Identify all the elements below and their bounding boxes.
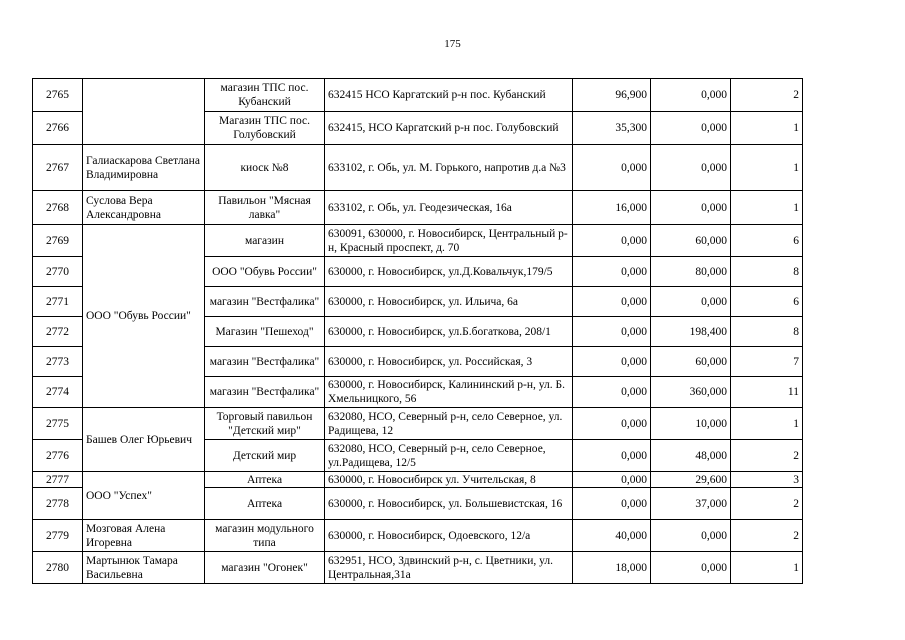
outlet-type: ООО "Обувь России"	[205, 257, 325, 287]
owner-cell	[83, 79, 205, 145]
value-col-2: 29,600	[651, 472, 731, 488]
value-col-1: 35,300	[573, 112, 651, 145]
owner-cell: Галиаскарова Светлана Владимировна	[83, 145, 205, 191]
value-col-2: 0,000	[651, 191, 731, 225]
outlet-type: магазин "Вестфалика"	[205, 287, 325, 317]
outlet-address: 630091, 630000, г. Новосибирск, Центральный р-н, Красный проспект, д. 70	[325, 225, 573, 257]
outlet-address: 632415, НСО Каргатский р-н пос. Голубовский	[325, 112, 573, 145]
value-col-3: 7	[731, 347, 803, 377]
value-col-2: 0,000	[651, 112, 731, 145]
outlet-address: 632951, НСО, Здвинский р-н, с. Цветники, ул. Центральная,31а	[325, 552, 573, 584]
outlet-type: магазин "Огонек"	[205, 552, 325, 584]
outlet-type: магазин "Вестфалика"	[205, 377, 325, 408]
value-col-1: 0,000	[573, 408, 651, 440]
outlet-address: 630000, г. Новосибирск, Калининский р-н, ул. Б. Хмельницкого, 56	[325, 377, 573, 408]
value-col-1: 96,900	[573, 79, 651, 112]
outlet-address: 630000, г. Новосибирск, Одоевского, 12/а	[325, 520, 573, 552]
outlet-address: 630000, г. Новосибирск, ул. Ильича, 6а	[325, 287, 573, 317]
value-col-2: 60,000	[651, 347, 731, 377]
outlet-type: Магазин "Пешеход"	[205, 317, 325, 347]
outlet-type: Аптека	[205, 472, 325, 488]
row-number: 2773	[33, 347, 83, 377]
outlet-address: 632080, НСО, Северный р-н, село Северное, ул. Радищева, 12	[325, 408, 573, 440]
value-col-1: 0,000	[573, 440, 651, 472]
value-col-3: 8	[731, 257, 803, 287]
value-col-3: 2	[731, 520, 803, 552]
table-row	[33, 191, 803, 225]
value-col-2: 0,000	[651, 552, 731, 584]
value-col-1: 0,000	[573, 377, 651, 408]
row-number: 2777	[33, 472, 83, 488]
table-row	[33, 225, 803, 257]
outlet-type: Торговый павильон "Детский мир"	[205, 408, 325, 440]
value-col-2: 10,000	[651, 408, 731, 440]
outlet-type: Детский мир	[205, 440, 325, 472]
table-row	[33, 472, 803, 488]
row-number: 2768	[33, 191, 83, 225]
row-number: 2765	[33, 79, 83, 112]
value-col-1: 18,000	[573, 552, 651, 584]
value-col-3: 1	[731, 408, 803, 440]
outlet-address: 633102, г. Обь, ул. М. Горького, напротив д.а №3	[325, 145, 573, 191]
value-col-3: 11	[731, 377, 803, 408]
value-col-2: 37,000	[651, 488, 731, 520]
outlet-type: Аптека	[205, 488, 325, 520]
value-col-3: 1	[731, 112, 803, 145]
outlet-address: 630000, г. Новосибирск, ул. Большевистская, 16	[325, 488, 573, 520]
owner-cell: Суслова Вера Александровна	[83, 191, 205, 225]
outlet-type: магазин	[205, 225, 325, 257]
value-col-1: 0,000	[573, 347, 651, 377]
table-row	[33, 145, 803, 191]
value-col-1: 0,000	[573, 287, 651, 317]
value-col-2: 0,000	[651, 287, 731, 317]
row-number: 2780	[33, 552, 83, 584]
table-row	[33, 408, 803, 440]
row-number: 2778	[33, 488, 83, 520]
value-col-3: 6	[731, 287, 803, 317]
outlet-type: Павильон "Мясная лавка"	[205, 191, 325, 225]
value-col-2: 80,000	[651, 257, 731, 287]
row-number: 2769	[33, 225, 83, 257]
row-number: 2774	[33, 377, 83, 408]
value-col-3: 1	[731, 145, 803, 191]
row-number: 2766	[33, 112, 83, 145]
outlet-address: 632415 НСО Каргатский р-н пос. Кубанский	[325, 79, 573, 112]
row-number: 2772	[33, 317, 83, 347]
value-col-1: 0,000	[573, 145, 651, 191]
row-number: 2775	[33, 408, 83, 440]
outlet-address: 632080, НСО, Северный р-н, село Северное, ул.Радищева, 12/5	[325, 440, 573, 472]
row-number: 2767	[33, 145, 83, 191]
table-row	[33, 79, 803, 112]
value-col-3: 2	[731, 440, 803, 472]
value-col-1: 0,000	[573, 225, 651, 257]
outlet-type: Магазин ТПС пос. Голубовский	[205, 112, 325, 145]
value-col-2: 48,000	[651, 440, 731, 472]
outlet-address: 630000, г. Новосибирск, ул.Б.богаткова, 208/1	[325, 317, 573, 347]
page-number: 175	[444, 38, 461, 50]
value-col-1: 0,000	[573, 317, 651, 347]
value-col-1: 0,000	[573, 488, 651, 520]
value-col-3: 2	[731, 488, 803, 520]
outlet-address: 630000, г. Новосибирск, ул. Российская, 3	[325, 347, 573, 377]
table-row	[33, 552, 803, 584]
row-number: 2770	[33, 257, 83, 287]
outlet-type: магазин ТПС пос. Кубанский	[205, 79, 325, 112]
value-col-3: 2	[731, 79, 803, 112]
value-col-3: 1	[731, 552, 803, 584]
row-number: 2776	[33, 440, 83, 472]
value-col-2: 60,000	[651, 225, 731, 257]
value-col-3: 3	[731, 472, 803, 488]
owner-cell: Мозговая Алена Игоревна	[83, 520, 205, 552]
outlet-address: 630000, г. Новосибирск, ул.Д.Ковальчук,179/5	[325, 257, 573, 287]
value-col-2: 360,000	[651, 377, 731, 408]
owner-cell: ООО "Успех"	[83, 472, 205, 520]
value-col-2: 0,000	[651, 79, 731, 112]
outlet-address: 630000, г. Новосибирск ул. Учительская, 8	[325, 472, 573, 488]
value-col-1: 0,000	[573, 472, 651, 488]
registry-table	[32, 78, 803, 584]
outlet-type: магазин "Вестфалика"	[205, 347, 325, 377]
value-col-2: 0,000	[651, 520, 731, 552]
owner-cell: Мартынюк Тамара Васильевна	[83, 552, 205, 584]
outlet-type: магазин модульного типа	[205, 520, 325, 552]
value-col-3: 6	[731, 225, 803, 257]
value-col-3: 8	[731, 317, 803, 347]
value-col-1: 40,000	[573, 520, 651, 552]
value-col-2: 198,400	[651, 317, 731, 347]
value-col-1: 0,000	[573, 257, 651, 287]
row-number: 2771	[33, 287, 83, 317]
row-number: 2779	[33, 520, 83, 552]
value-col-1: 16,000	[573, 191, 651, 225]
owner-cell: Башев Олег Юрьевич	[83, 408, 205, 472]
outlet-address: 633102, г. Обь, ул. Геодезическая, 16а	[325, 191, 573, 225]
table-row	[33, 520, 803, 552]
value-col-3: 1	[731, 191, 803, 225]
value-col-2: 0,000	[651, 145, 731, 191]
owner-cell: ООО "Обувь России"	[83, 225, 205, 408]
outlet-type: киоск №8	[205, 145, 325, 191]
